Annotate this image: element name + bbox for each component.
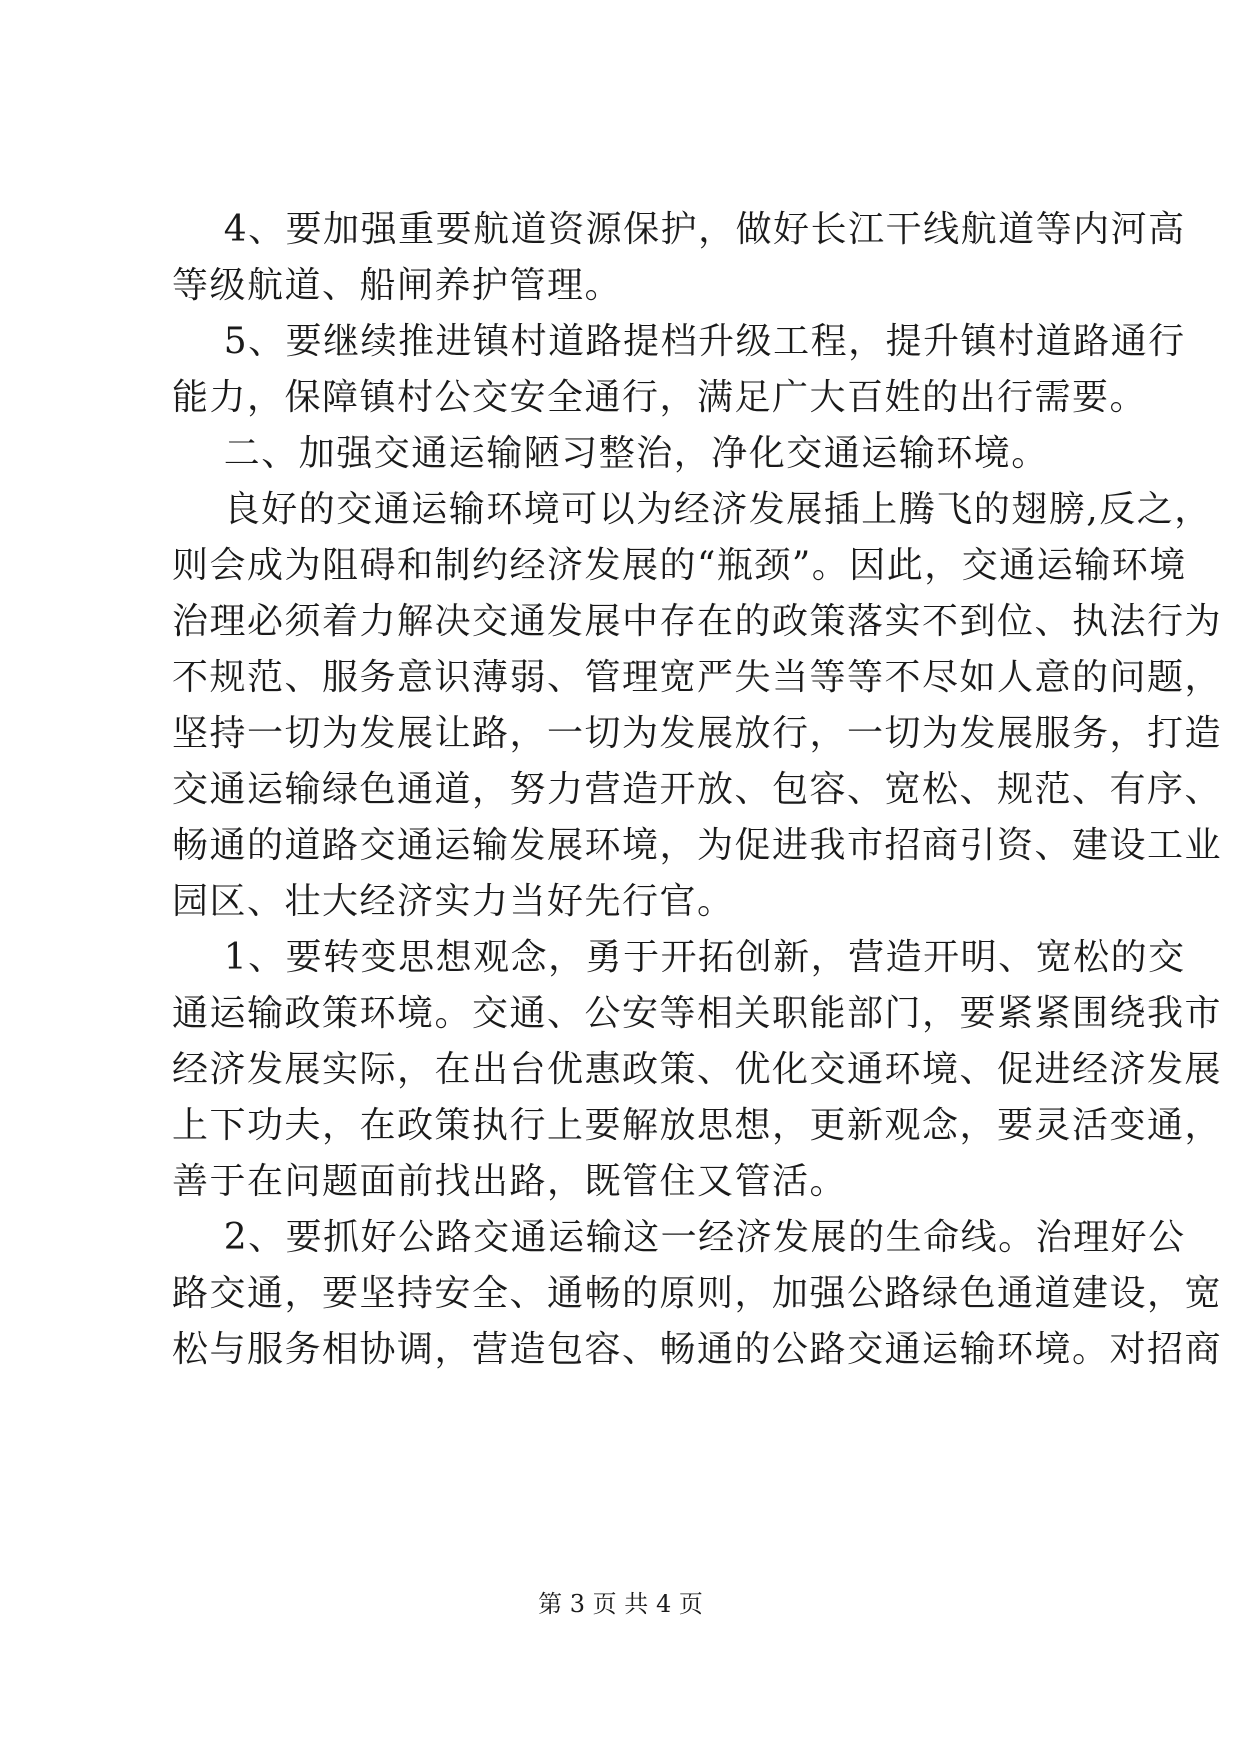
paragraph-line: 治理必须着力解决交通发展中存在的政策落实不到位、执法行为 <box>172 601 1223 642</box>
paragraph-line: 坚持一切为发展让路，一切为发展放行，一切为发展服务，打造 <box>172 713 1223 754</box>
paragraph-line: 经济发展实际，在出台优惠政策、优化交通环境、促进经济发展 <box>172 1049 1223 1090</box>
page-footer: 第 3 页 共 4 页 <box>538 1590 703 1618</box>
paragraph-line: 则会成为阻碍和制约经济发展的“瓶颈”。因此，交通运输环境 <box>172 545 1187 586</box>
paragraph-line: 上下功夫，在政策执行上要解放思想，更新观念，要灵活变通， <box>172 1105 1223 1146</box>
paragraph-line: 路交通，要坚持安全、通畅的原则，加强公路绿色通道建设，宽 <box>172 1273 1223 1314</box>
paragraph-line: 能力，保障镇村公交安全通行，满足广大百姓的出行需要。 <box>172 377 1148 418</box>
paragraph-line: 交通运输绿色通道，努力营造开放、包容、宽松、规范、有序、 <box>172 769 1223 810</box>
paragraph-line: 松与服务相协调，营造包容、畅通的公路交通运输环境。对招商 <box>172 1329 1223 1370</box>
paragraph-line: 4、要加强重要航道资源保护，做好长江干线航道等内河高 <box>172 209 1186 250</box>
paragraph-line: 等级航道、船闸养护管理。 <box>172 265 623 306</box>
section-heading: 二、加强交通运输陋习整治，净化交通运输环境。 <box>172 433 1049 474</box>
paragraph-line: 善于在问题面前找出路，既管住又管活。 <box>172 1161 848 1202</box>
paragraph-line: 不规范、服务意识薄弱、管理宽严失当等等不尽如人意的问题， <box>172 657 1223 698</box>
paragraph-line: 园区、壮大经济实力当好先行官。 <box>172 881 735 922</box>
paragraph-line: 通运输政策环境。交通、公安等相关职能部门，要紧紧围绕我市 <box>172 993 1223 1034</box>
paragraph-line: 畅通的道路交通运输发展环境，为促进我市招商引资、建设工业 <box>172 825 1223 866</box>
paragraph-line: 良好的交通运输环境可以为经济发展插上腾飞的翅膀,反之， <box>172 489 1212 530</box>
paragraph-line: 5、要继续推进镇村道路提档升级工程，提升镇村道路通行 <box>172 321 1186 362</box>
paragraph-line: 1、要转变思想观念，勇于开拓创新，营造开明、宽松的交 <box>172 937 1186 978</box>
paragraph-line: 2、要抓好公路交通运输这一经济发展的生命线。治理好公 <box>172 1217 1186 1258</box>
